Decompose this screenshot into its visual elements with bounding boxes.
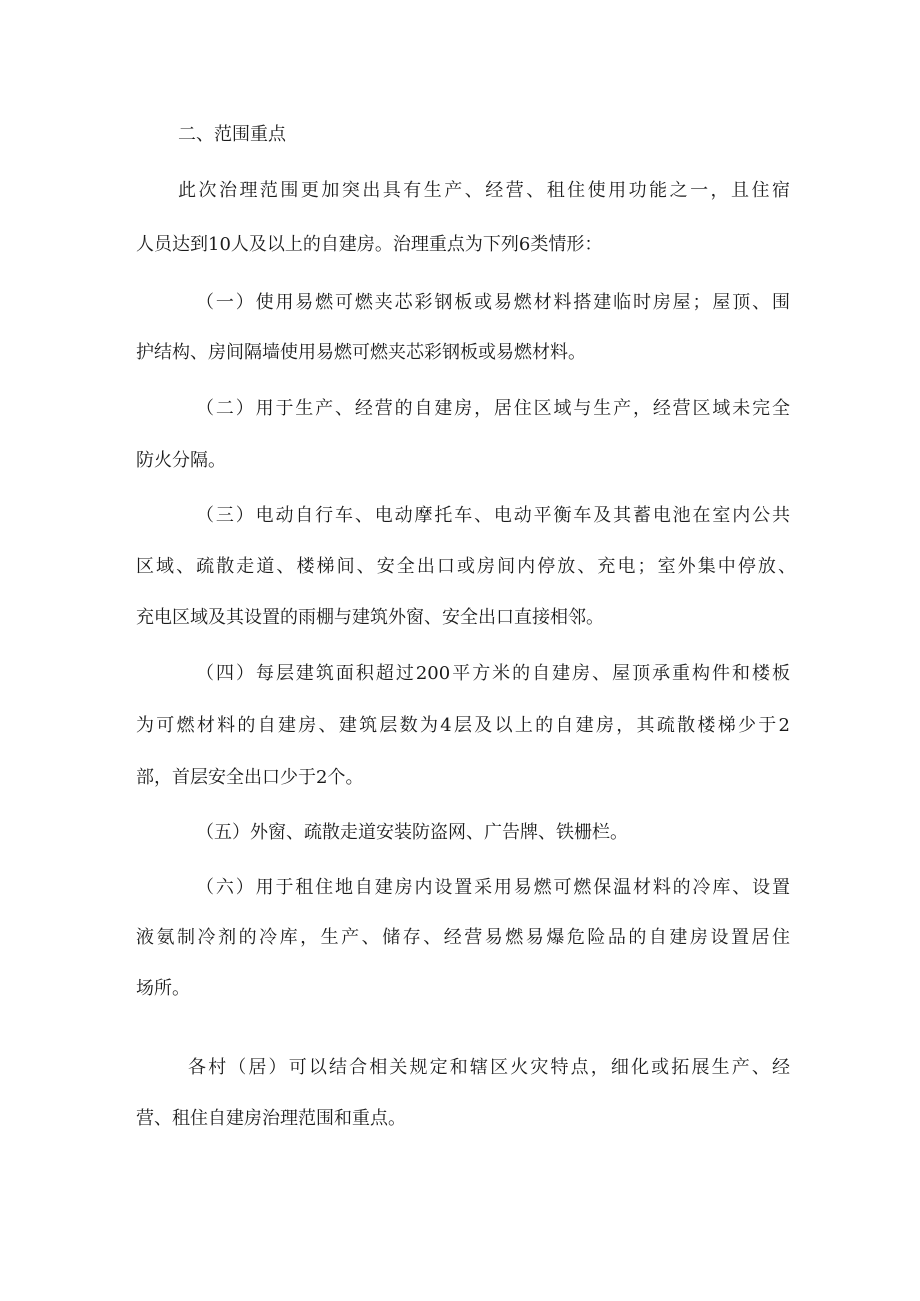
item-3-line-2: 区域、疏散走道、楼梯间、安全出口或房间内停放、充电；室外集中停放、	[136, 556, 796, 577]
item-2-line-2: 防火分隔。	[136, 450, 226, 471]
section-heading: 二、范围重点	[178, 124, 286, 145]
item-1-line-1: （一）使用易燃可燃夹芯彩钢板或易燃材料搭建临时房屋；屋顶、围	[196, 292, 790, 313]
item-4-line-1: （四）每层建筑面积超过200平方米的自建房、屋顶承重构件和楼板	[196, 663, 790, 684]
item-3-line-1: （三）电动自行车、电动摩托车、电动平衡车及其蓄电池在室内公共	[196, 505, 790, 526]
item-5-line-1: （五）外窗、疏散走道安装防盗网、广告牌、铁栅栏。	[196, 822, 628, 843]
item-2-line-1: （二）用于生产、经营的自建房，居住区域与生产，经营区域未完全	[196, 398, 790, 419]
item-6-line-1: （六）用于租住地自建房内设置采用易燃可燃保温材料的冷库、设置	[196, 877, 790, 898]
item-6-line-2: 液氨制冷剂的冷库，生产、储存、经营易燃易爆危险品的自建房设置居住	[136, 927, 790, 948]
scope-intro-line-1: 此次治理范围更加突出具有生产、经营、租住使用功能之一，且住宿	[178, 180, 790, 201]
item-4-line-3: 部，首层安全出口少于2个。	[136, 767, 364, 788]
item-6-line-3: 场所。	[136, 978, 190, 999]
item-1-line-2: 护结构、房间隔墙使用易燃可燃夹芯彩钢板或易燃材料。	[136, 342, 586, 363]
closing-note-line-2: 营、租住自建房治理范围和重点。	[136, 1108, 406, 1129]
scope-intro-line-2: 人员达到10人及以上的自建房。治理重点为下列6类情形：	[136, 234, 603, 255]
item-4-line-2: 为可燃材料的自建房、建筑层数为4层及以上的自建房，其疏散楼梯少于2	[136, 715, 790, 736]
item-3-line-3: 充电区域及其设置的雨棚与建筑外窗、安全出口直接相邻。	[136, 607, 604, 628]
closing-note-line-1: 各村（居）可以结合相关规定和辖区火灾特点，细化或拓展生产、经	[188, 1057, 790, 1078]
